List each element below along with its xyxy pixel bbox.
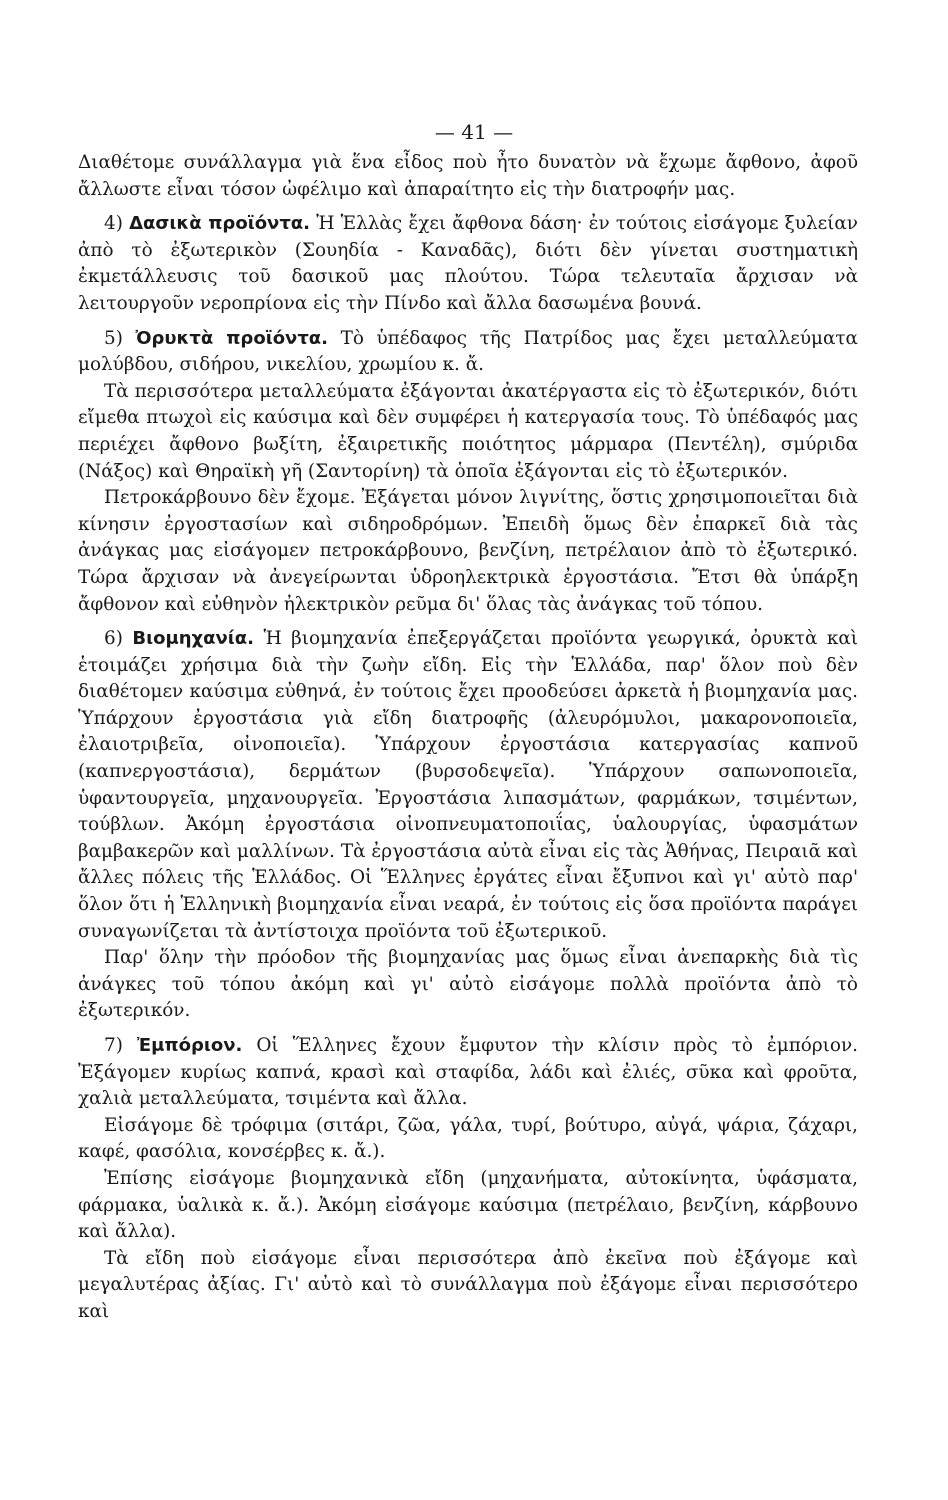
paragraph-imports-food: Εἰσάγομε δὲ τρόφιμα (σιτάρι, ζῶα, γάλα, τυρί, βούτυρο, αὐγά, ψάρια, ζάχαρι, καφέ, φασόλια, κονσέρβες κ. ἄ.). bbox=[78, 1114, 858, 1163]
section-number-4: 4) bbox=[104, 213, 123, 235]
section-text-mineral-products: Τὸ ὑπέδαφος τῆς Πατρίδος μας ἔχει μεταλλεύματα μολύβδου, σιδήρου, νικελίου, χρωμίου κ. ἄ. bbox=[78, 327, 858, 376]
paragraph-coal: Πετροκάρβουνο δὲν ἔχομε. Ἐξάγεται μόνον λιγνίτης, ὅστις χρησιμοποιεῖται διὰ κίνησιν ἐργοστασίων καὶ σιδηροδρόμων. Ἐπειδὴ ὅμως δὲν ἐπαρκεῖ διὰ τὰς ἀνάγκας μας εἰσάγομεν πετροκάρβουνο, βενζίνη, πετρέλαιον ἀπὸ τὸ ἐξωτερικό. Τώρα ἄρχισαν νὰ ἀνεγείρωνται ὑδροηλεκτρικὰ ἐργοστάσια. Ἔτσι θὰ ὑπάρξη ἄφθονον καὶ εὐθηνὸν ἠλεκτρικὸν ρεῦμα δι' ὅλας τὰς ἀνάγκας τοῦ τόπου. bbox=[78, 487, 858, 615]
paragraph-trade bbox=[78, 1033, 858, 1113]
paragraph-1: Διαθέτομε συνάλλαγμα γιὰ ἕνα εἶδος ποὺ ἦτο δυνατὸν νὰ ἔχωμε ἄφθονο, ἀφοῦ ἄλλωστε εἶναι τόσον ὠφέλιμο καὶ ἀπαραίτητο εἰς τὴν διατροφήν μας. bbox=[78, 152, 858, 200]
paragraph-industry bbox=[78, 626, 858, 945]
section-number-7: 7) bbox=[104, 1035, 123, 1056]
section-heading-mineral-products: Ὀρυκτὰ προϊόντα. bbox=[135, 327, 329, 349]
page-number: — 41 — bbox=[434, 120, 514, 144]
section-number-6: 6) bbox=[104, 628, 123, 650]
paragraph-mineral-products bbox=[78, 326, 858, 379]
section-text-forest-products: Ἡ Ἑλλὰς ἔχει ἄφθονα δάση· ἐν τούτοις εἰσάγομε ξυλείαν ἀπὸ τὸ ἐξωτερικὸν (Σουηδία - Καναδᾶς), διότι δὲν γίνεται συστηματικὴ ἐκμετάλλευσις τοῦ δασικοῦ μας πλούτου. Τώρα τελευταῖα ἄρχισαν νὰ λειτουργοῦν νεροπρίονα εἰς τὴν Πίνδο καὶ ἄλλα δασωμένα βουνά. bbox=[78, 213, 858, 314]
section-heading-trade: Ἐμπόριον. bbox=[136, 1035, 243, 1056]
section-text-industry: Ἡ βιομηχανία ἐπεξεργάζεται προϊόντα γεωργικά, ὀρυκτὰ καὶ ἑτοιμάζει χρήσιμα διὰ τὴν ζωὴν εἴδη. Εἰς τὴν Ἑλλάδα, παρ' ὅλον ποὺ δὲν διαθέτομεν καύσιμα εὐθηνά, ἐν τούτοις ἔχει προοδεύσει ἀρκετὰ ἡ βιομηχανία μας. Ὑπάρχουν ἐργοστάσια γιὰ εἴδη διατροφῆς (ἀλευρόμυλοι, μακαρονοποιεῖα, ἐλαιοτριβεῖα, οἰνοποιεῖα). Ὑπάρχουν ἐργοστάσια κατεργασίας καπνοῦ (καπνεργοστάσια), δερμάτων (βυρσοδεψεῖα). Ὑπάρχουν σαπωνοποιεῖα, ὑφαντουργεῖα, μηχανουργεῖα. Ἐργοστάσια λιπασμάτων, φαρμάκων, τσιμέντων, τούβλων. Ἀκόμη ἐργοστάσια οἰνοπνευματοποιΐας, ὑαλουργίας, ὑφασμάτων βαμβακερῶν καὶ μαλλίνων. Τὰ ἐργοστάσια αὐτὰ εἶναι εἰς τὰς Ἀθήνας, Πειραιᾶ καὶ ἄλλες πόλεις τῆς Ἑλλάδος. Οἱ Ἕλληνες ἐργάτες εἶναι ἔξυπνοι καὶ γι' αὐτὸ παρ' ὅλον ὅτι ἡ Ἑλληνικὴ βιομηχανία εἶναι νεαρά, ἐν τούτοις εἰς ὅσα προϊόντα παράγει συναγωνίζεται τὰ ἀντίστοιχα προϊόντα τοῦ ἐξωτερικοῦ. bbox=[78, 628, 858, 942]
paragraph-imports-industrial: Ἐπίσης εἰσάγομε βιομηχανικὰ εἴδη (μηχανήματα, αὐτοκίνητα, ὑφάσματα, φάρμακα, ὑαλικὰ κ. ἄ.). Ἀκόμη εἰσάγομε καύσιμα (πετρέλαιο, βενζίνη, κάρβουνο καὶ ἄλλα). bbox=[78, 1167, 858, 1243]
paragraph-industry-progress: Παρ' ὅλην τὴν πρόοδον τῆς βιομηχανίας μας ὅμως εἶναι ἀνεπαρκὴς διὰ τὶς ἀνάγκες τοῦ τόπου ἀκόμη καὶ γι' αὐτὸ εἰσάγομε πολλὰ προϊόντα ἀπὸ τὸ ἐξωτερικόν. bbox=[78, 947, 858, 1022]
section-heading-forest-products: Δασικὰ προϊόντα. bbox=[129, 213, 311, 235]
paragraph-trade-balance: Τὰ εἴδη ποὺ εἰσάγομε εἶναι περισσότερα ἀπὸ ἐκεῖνα ποὺ ἐξάγομε καὶ μεγαλυτέρας ἀξίας. Γι' αὐτὸ καὶ τὸ συνάλλαγμα ποὺ ἐξάγομε εἶναι περισσότερο καὶ bbox=[78, 1247, 858, 1322]
section-number-5: 5) bbox=[104, 327, 123, 349]
paragraph-forest-products bbox=[78, 211, 858, 317]
paragraph-ores: Τὰ περισσότερα μεταλλεύματα ἐξάγονται ἀκατέργαστα εἰς τὸ ἐξωτερικόν, διότι εἴμεθα πτωχοὶ εἰς καύσιμα καὶ δὲν συμφέρει ἡ κατεργασία τους. Τὸ ὑπέδαφός μας περιέχει ἄφθονο βωξίτη, ἐξαιρετικῆς ποιότητος μάρμαρα (Πεντέλη), σμύριδα (Νάξος) καὶ Θηραϊκὴ γῆ (Σαντορίνη) τὰ ὁποῖα ἐξάγονται εἰς τὸ ἐξωτερικόν. bbox=[78, 380, 858, 482]
section-text-trade: Οἱ Ἕλληνες ἔχουν ἔμφυτον τὴν κλίσιν πρὸς τὸ ἐμπόριον. Ἐξάγομεν κυρίως καπνά, κρασὶ καὶ σταφίδα, λάδι καὶ ἐλιές, σῦκα καὶ φροῦτα, χαλιὰ μεταλλεύματα, τσιμέντα καὶ ἄλλα. bbox=[78, 1035, 858, 1110]
section-heading-industry: Βιομηχανία. bbox=[132, 628, 254, 650]
page-body bbox=[78, 150, 858, 1326]
